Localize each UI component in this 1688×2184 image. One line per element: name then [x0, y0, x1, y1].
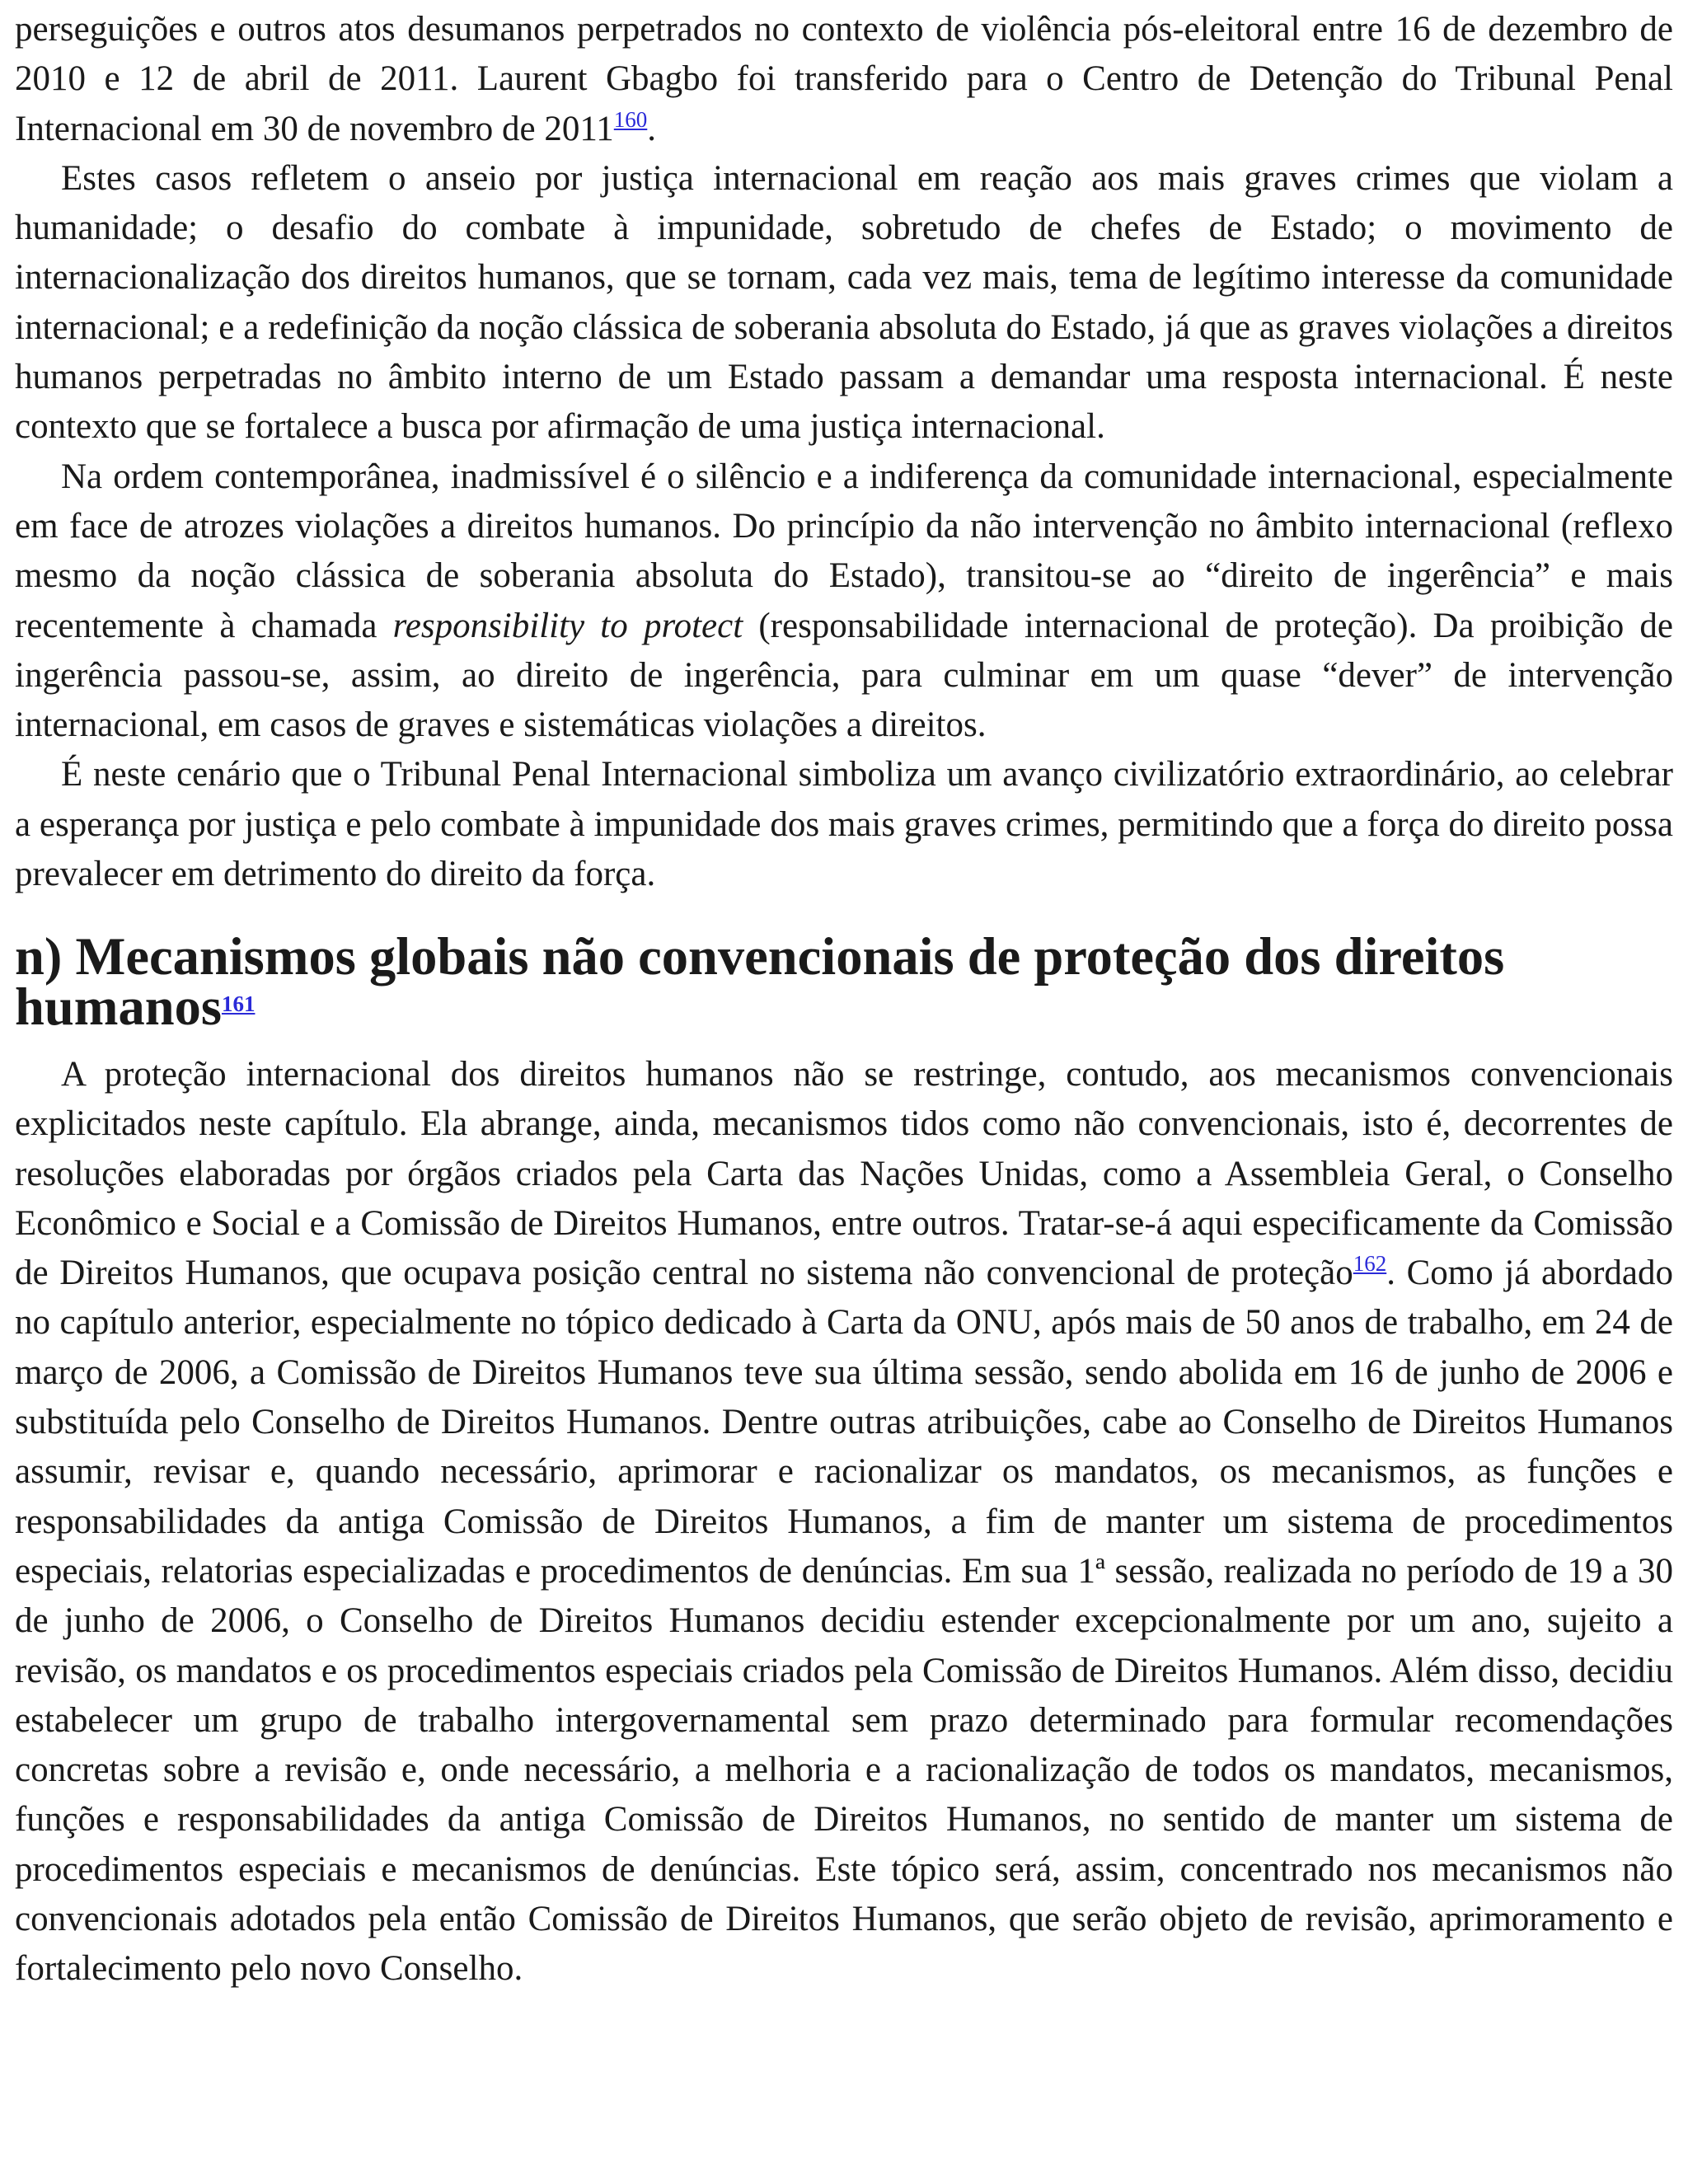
paragraph-1 — [15, 5, 1673, 154]
paragraph-5 — [15, 1050, 1673, 1994]
section-heading-text: n) Mecanismos globais não convencionais de proteção dos direitos humanos — [15, 927, 1505, 1036]
paragraph-5-text-before: A proteção internacional dos direitos humanos não se restringe, contudo, aos mecanismos convencionais explicitados neste capítulo. Ela abrange, ainda, mecanismos tidos como não convencionais, isto é, decorrentes de resoluções elaboradas por órgãos criados pela Carta das Nações Unidas, como a Assembleia Geral, o Conselho Econômico e Social e a Comissão de Direitos Humanos, entre outros. Tratar-se-á aqui especificamente da Comissão de Direitos Humanos, que ocupava posição central no sistema não convencional de proteção — [15, 1054, 1673, 1293]
section-heading — [15, 927, 1673, 1036]
paragraph-3-text-after: (responsabilidade internacional de proteção). Da proibição de ingerência passou-se, assim, ao direito de ingerência, para culminar em um quase “dever” de intervenção internacional, em casos de graves e sistemáticas violações a direitos. — [15, 606, 1673, 745]
paragraph-2: Estes casos refletem o anseio por justiça internacional em reação aos mais graves crimes que violam a humanidade; o desafio do combate à impunidade, sobretudo de chefes de Estado; o movimento de internacionalização dos direitos humanos, que se tornam, cada vez mais, tema de legítimo interesse da comunidade internacional; e a redefinição da noção clássica de soberania absoluta do Estado, já que as graves violações a direitos humanos perpetradas no âmbito interno de um Estado passam a demandar uma resposta internacional. É neste contexto que se fortalece a busca por afirmação de uma justiça internacional. — [15, 158, 1673, 447]
paragraph-1-tail: . — [647, 109, 657, 148]
paragraph-3-text-before: Na ordem contemporânea, inadmissível é o silêncio e a indiferença da comunidade internacional, especialmente em face de atrozes violações a direitos humanos. Do princípio da não intervenção no âmbito internacional (reflexo mesmo da noção clássica de soberania absoluta do Estado), transitou-se ao “direito de ingerência” e mais recentemente à chamada — [15, 457, 1673, 645]
footnote-ref-160[interactable]: 160 — [613, 106, 648, 132]
paragraph-5-text-after: . Como já abordado no capítulo anterior, especialmente no tópico dedicado à Carta da ONU, após mais de 50 anos de trabalho, em 24 de março de 2006, a Comissão de Direitos Humanos teve sua última sessão, sendo abolida em 16 de junho de 2006 e substituída pelo Conselho de Direitos Humanos. Dentre outras atribuições, cabe ao Conselho de Direitos Humanos assumir, revisar e, quando necessário, aprimorar e racionalizar os mandatos, os mecanismos, as funções e responsabilidades da antiga Comissão de Direitos Humanos, a fim de manter um sistema de procedimentos especiais, relatorias especializadas e procedimentos de denúncias. Em sua 1ª sessão, realizada no período de 19 a 30 de junho de 2006, o Conselho de Direitos Humanos decidiu estender excepcionalmente por um ano, sujeito a revisão, os mandatos e os procedimentos especiais criados pela Comissão de Direitos Humanos. Além disso, decidiu estabelecer um grupo de trabalho intergovernamental sem prazo determinado para formular recomendações concretas sobre a revisão e, onde necessário, a melhoria e a racionalização de todos os mandatos, mecanismos, funções e responsabilidades da antiga Comissão de Direitos Humanos, no sentido de manter um sistema de procedimentos especiais e mecanismos de denúncias. Este tópico será, assim, concentrado nos mecanismos não convencionais adotados pela então Comissão de Direitos Humanos, que serão objeto de revisão, aprimoramento e fortalecimento pelo novo Conselho. — [15, 1254, 1673, 1989]
footnote-ref-161[interactable]: 161 — [221, 991, 256, 1016]
paragraph-4: É neste cenário que o Tribunal Penal Internacional simboliza um avanço civilizatório extraordinário, ao celebrar a esperança por justiça e pelo combate à impunidade dos mais graves crimes, permitindo que a força do direito possa prevalecer em detrimento do direito da força. — [15, 755, 1673, 894]
footnote-ref-162[interactable]: 162 — [1353, 1251, 1387, 1277]
document-page — [15, 5, 1673, 1994]
paragraph-1-text: perseguições e outros atos desumanos perpetrados no contexto de violência pós-eleitoral entre 16 de dezembro de 2010 e 12 de abril de 2011. Laurent Gbagbo foi transferido para o Centro de Detenção do Tribunal Penal Internacional em 30 de novembro de 2011 — [15, 10, 1673, 148]
paragraph-3-italic-term: responsibility to protect — [392, 606, 743, 645]
paragraph-3 — [15, 452, 1673, 751]
